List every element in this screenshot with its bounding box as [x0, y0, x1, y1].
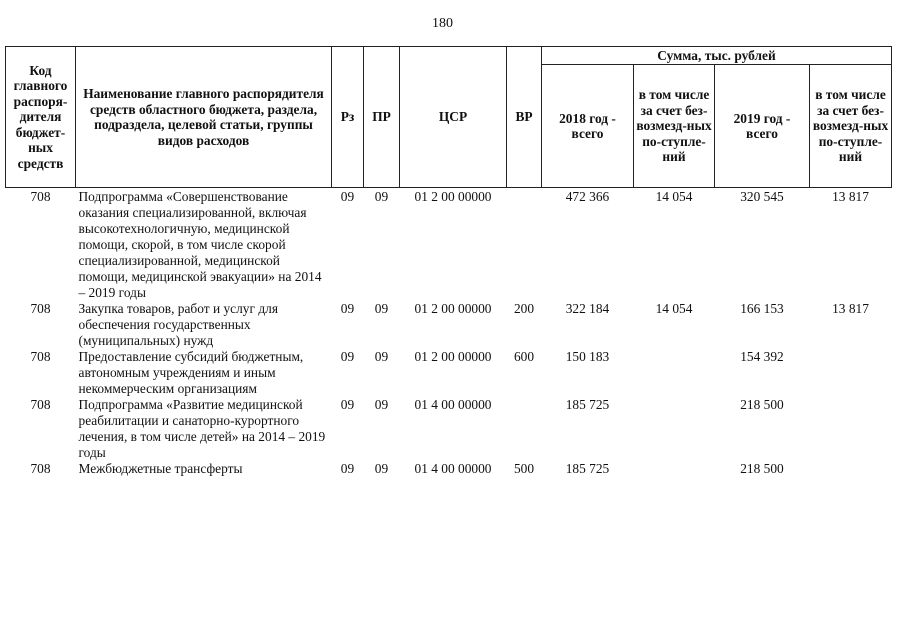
header-code: Код главного распоря-дителя бюджет-ных средств: [6, 47, 76, 188]
cell-vr: 600: [513, 349, 535, 364]
cell-code: 708: [30, 189, 51, 204]
cell-grants-2019: [810, 461, 892, 477]
cell-total-2018: 150 183: [565, 349, 610, 364]
cell-total-2018: 185 725: [565, 397, 610, 412]
cell-pr: 09: [374, 349, 389, 364]
cell-grants-2019: [810, 397, 892, 461]
cell-vr: 500: [513, 461, 535, 476]
cell-total-2019: 166 153: [740, 301, 784, 316]
cell-csr: 01 2 00 00000: [414, 349, 492, 364]
cell-grants-2018: 14 054: [655, 189, 693, 204]
cell-rz: 09: [340, 189, 355, 204]
header-name: Наименование главного распорядителя средств областного бюджета, раздела, подраздела, целевой статьи, группы видов расходов: [76, 47, 332, 188]
cell-code: 708: [30, 301, 51, 316]
cell-csr: 01 2 00 00000: [414, 189, 492, 204]
cell-grants-2019: 13 817: [832, 189, 869, 204]
table-header: [6, 47, 892, 188]
cell-total-2019: 218 500: [740, 397, 784, 412]
cell-name: Подпрограмма «Развитие медицинской реабилитации и санаторно-курортного лечения, в том числе детей» на 2014 – 2019 годы: [78, 397, 326, 460]
cell-vr: 200: [513, 301, 535, 316]
header-total-2019: 2019 год - всего: [715, 65, 810, 188]
cell-total-2018: 322 184: [565, 301, 610, 316]
cell-csr: 01 4 00 00000: [414, 461, 492, 476]
cell-code: 708: [30, 397, 51, 412]
header-total-2018: 2018 год - всего: [542, 65, 634, 188]
table-row: [6, 349, 892, 397]
cell-name: Закупка товаров, работ и услуг для обеспечения государственных (муниципальных) нужд: [78, 301, 278, 348]
header-grants-2018: в том числе за счет без-возмезд-ных по-ступле-ний: [634, 65, 715, 188]
cell-total-2019: 218 500: [740, 461, 784, 476]
cell-grants-2019: [810, 349, 892, 397]
cell-code: 708: [30, 461, 51, 476]
cell-rz: 09: [340, 461, 355, 476]
page-number: 180: [432, 16, 453, 31]
cell-rz: 09: [340, 349, 355, 364]
table-row: [6, 301, 892, 349]
cell-pr: 09: [374, 189, 389, 204]
cell-total-2019: 320 545: [740, 189, 784, 204]
header-rz: Рз: [332, 47, 364, 188]
cell-grants-2018: [634, 397, 715, 461]
cell-rz: 09: [340, 397, 355, 412]
cell-total-2018: 185 725: [565, 461, 610, 476]
table-row: [6, 397, 892, 461]
cell-csr: 01 2 00 00000: [414, 301, 492, 316]
cell-rz: 09: [340, 301, 355, 316]
table-row: [6, 188, 892, 302]
cell-name: Межбюджетные трансферты: [78, 461, 243, 476]
header-vr: ВР: [507, 47, 542, 188]
cell-total-2018: 472 366: [565, 189, 610, 204]
cell-grants-2018: [634, 349, 715, 397]
header-pr: ПР: [364, 47, 400, 188]
header-grants-2019: в том числе за счет без-возмезд-ных по-ступле-ний: [810, 65, 892, 188]
cell-vr: [507, 397, 542, 461]
cell-vr: [507, 188, 542, 302]
table-row: [6, 461, 892, 477]
cell-grants-2019: 13 817: [832, 301, 869, 316]
cell-pr: 09: [374, 301, 389, 316]
cell-csr: 01 4 00 00000: [414, 397, 492, 412]
cell-grants-2018: [634, 461, 715, 477]
cell-total-2019: 154 392: [740, 349, 784, 364]
cell-code: 708: [30, 349, 51, 364]
budget-table: [5, 46, 892, 477]
header-sum-group: Сумма, тыс. рублей: [542, 47, 892, 65]
header-csr: ЦСР: [400, 47, 507, 188]
cell-pr: 09: [374, 461, 389, 476]
cell-grants-2018: 14 054: [655, 301, 693, 316]
cell-pr: 09: [374, 397, 389, 412]
cell-name: Подпрограмма «Совершенствование оказания специализированной, включая высокотехнологичную, медицинской помощи, скорой, в том числе скорой специализированной, медицинской помощи, медицинской эвакуации» на 2014 – 2019 годы: [78, 189, 322, 300]
cell-name: Предоставление субсидий бюджетным, автономным учреждениям и иным некоммерческим организациям: [78, 349, 304, 396]
